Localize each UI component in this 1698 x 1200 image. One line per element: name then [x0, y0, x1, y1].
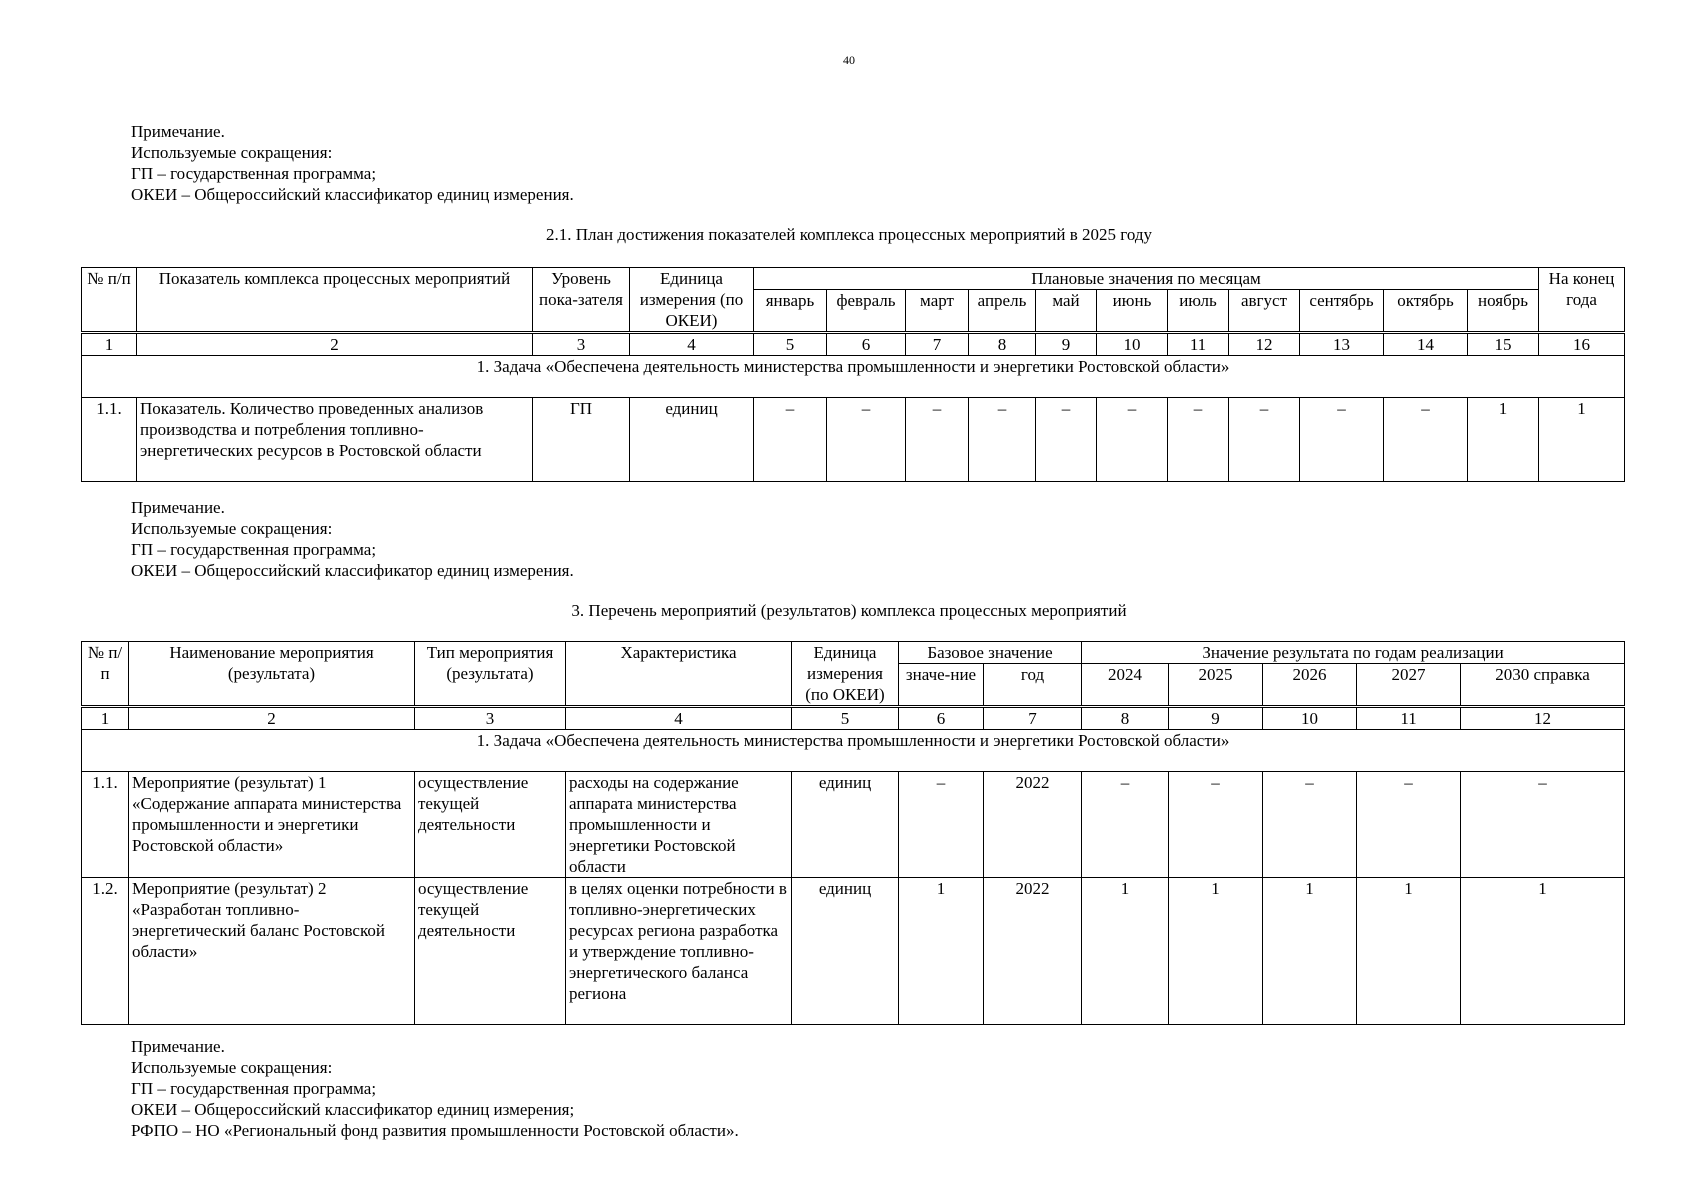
- year-value: 1: [1263, 878, 1357, 1025]
- column-number: 9: [1036, 333, 1097, 356]
- month-header: октябрь: [1384, 290, 1468, 333]
- row-number: 1.2.: [82, 878, 129, 1025]
- base-year: 2022: [984, 878, 1082, 1025]
- month-header: сентябрь: [1300, 290, 1384, 333]
- note-line: ОКЕИ – Общероссийский классификатор единиц измерения.: [131, 185, 574, 204]
- year-value: 1: [1169, 878, 1263, 1025]
- month-header: февраль: [827, 290, 906, 333]
- year-header: 2026: [1263, 664, 1357, 707]
- note-line: ОКЕИ – Общероссийский классификатор единиц измерения;: [131, 1100, 575, 1119]
- column-number: 15: [1468, 333, 1539, 356]
- year-header: 2027: [1357, 664, 1461, 707]
- month-header: июль: [1168, 290, 1229, 333]
- activity-characteristic: в целях оценки потребности в топливно-энергетических ресурсах региона разработка и утверждение топливно-энергетического баланса региона: [566, 878, 792, 1025]
- month-value: –: [1300, 398, 1384, 482]
- indicator-name: Показатель. Количество проведенных анализов производства и потребления топливно-энергетических ресурсов в Ростовской области: [137, 398, 533, 482]
- column-number: 5: [792, 707, 899, 730]
- column-number: 8: [969, 333, 1036, 356]
- month-header: апрель: [969, 290, 1036, 333]
- header-indicator: Показатель комплекса процессных мероприятий: [137, 268, 533, 333]
- header-years: Значение результата по годам реализации: [1082, 642, 1625, 664]
- row-number: 1.1.: [82, 772, 129, 878]
- year-header: 2030 справка: [1461, 664, 1625, 707]
- activity-characteristic: расходы на содержание аппарата министерства промышленности и энергетики Ростовской области: [566, 772, 792, 878]
- note-line: ОКЕИ – Общероссийский классификатор единиц измерения.: [131, 561, 574, 580]
- column-number: 8: [1082, 707, 1169, 730]
- column-number: 13: [1300, 333, 1384, 356]
- activity-name: Мероприятие (результат) 1 «Содержание аппарата министерства промышленности и энергетики Ростовской области»: [129, 772, 415, 878]
- year-end-value: 1: [1539, 398, 1625, 482]
- note-line: РФПО – НО «Региональный фонд развития промышленности Ростовской области».: [131, 1121, 739, 1140]
- note-block-3: [131, 1036, 739, 1141]
- page-number: 40: [843, 53, 855, 67]
- header-name: Наименование мероприятия (результата): [129, 642, 415, 707]
- header-unit: Единица измерения (по ОКЕИ): [792, 642, 899, 707]
- activity-unit: единиц: [792, 878, 899, 1025]
- column-number: 12: [1461, 707, 1625, 730]
- header-base-value: значе-ние: [899, 664, 984, 707]
- year-value: –: [1082, 772, 1169, 878]
- column-number: 4: [630, 333, 754, 356]
- header-characteristic: Характеристика: [566, 642, 792, 707]
- year-value: –: [1357, 772, 1461, 878]
- month-value: –: [906, 398, 969, 482]
- month-value: –: [827, 398, 906, 482]
- month-value: –: [754, 398, 827, 482]
- note-block-2: [131, 497, 574, 581]
- activities-table: [81, 641, 1625, 1025]
- header-type: Тип мероприятия (результата): [415, 642, 566, 707]
- column-number: 10: [1097, 333, 1168, 356]
- note-line: Примечание.: [131, 1037, 225, 1056]
- month-value: –: [969, 398, 1036, 482]
- column-number: 10: [1263, 707, 1357, 730]
- month-header: май: [1036, 290, 1097, 333]
- month-value: –: [1036, 398, 1097, 482]
- column-number: 4: [566, 707, 792, 730]
- column-number: 2: [129, 707, 415, 730]
- base-year: 2022: [984, 772, 1082, 878]
- note-line: ГП – государственная программа;: [131, 164, 377, 183]
- year-header: 2024: [1082, 664, 1169, 707]
- column-number: 6: [899, 707, 984, 730]
- column-number: 7: [906, 333, 969, 356]
- task-row: 1. Задача «Обеспечена деятельность министерства промышленности и энергетики Ростовской области»: [82, 356, 1625, 398]
- header-unit: Единица измерения (по ОКЕИ): [630, 268, 754, 333]
- section-heading-2-1: 2.1. План достижения показателей комплекса процессных мероприятий в 2025 году: [546, 225, 1152, 244]
- month-value: –: [1168, 398, 1229, 482]
- column-number: 14: [1384, 333, 1468, 356]
- column-number: 1: [82, 707, 129, 730]
- task-row: 1. Задача «Обеспечена деятельность министерства промышленности и энергетики Ростовской области»: [82, 730, 1625, 772]
- note-line: Примечание.: [131, 498, 225, 517]
- header-base: Базовое значение: [899, 642, 1082, 664]
- note-block-1: [131, 121, 574, 205]
- column-number: 7: [984, 707, 1082, 730]
- column-number: 12: [1229, 333, 1300, 356]
- header-plan-months: Плановые значения по месяцам: [754, 268, 1539, 290]
- month-header: январь: [754, 290, 827, 333]
- month-header: июнь: [1097, 290, 1168, 333]
- base-value: –: [899, 772, 984, 878]
- column-number: 11: [1357, 707, 1461, 730]
- indicator-unit: единиц: [630, 398, 754, 482]
- month-header: март: [906, 290, 969, 333]
- month-header: ноябрь: [1468, 290, 1539, 333]
- column-number: 5: [754, 333, 827, 356]
- section-heading-3: 3. Перечень мероприятий (результатов) комплекса процессных мероприятий: [571, 601, 1127, 620]
- year-value: 1: [1082, 878, 1169, 1025]
- note-line: Используемые сокращения:: [131, 143, 333, 162]
- month-value: –: [1097, 398, 1168, 482]
- activity-unit: единиц: [792, 772, 899, 878]
- note-line: Используемые сокращения:: [131, 519, 333, 538]
- month-value: –: [1229, 398, 1300, 482]
- header-base-year: год: [984, 664, 1082, 707]
- year-header: 2025: [1169, 664, 1263, 707]
- indicator-level: ГП: [533, 398, 630, 482]
- row-number: 1.1.: [82, 398, 137, 482]
- base-value: 1: [899, 878, 984, 1025]
- year-value: –: [1263, 772, 1357, 878]
- note-line: ГП – государственная программа;: [131, 1079, 377, 1098]
- note-line: Используемые сокращения:: [131, 1058, 333, 1077]
- activity-name: Мероприятие (результат) 2 «Разработан топливно-энергетический баланс Ростовской области»: [129, 878, 415, 1025]
- activity-type: осуществление текущей деятельности: [415, 878, 566, 1025]
- column-number: 11: [1168, 333, 1229, 356]
- header-level: Уровень пока-зателя: [533, 268, 630, 333]
- column-number: 9: [1169, 707, 1263, 730]
- note-line: Примечание.: [131, 122, 225, 141]
- header-num: № п/п: [82, 268, 137, 333]
- column-number: 16: [1539, 333, 1625, 356]
- column-number: 2: [137, 333, 533, 356]
- year-value: –: [1169, 772, 1263, 878]
- indicator-plan-table: [81, 267, 1625, 482]
- column-number: 3: [415, 707, 566, 730]
- column-number: 6: [827, 333, 906, 356]
- year-value: 1: [1461, 878, 1625, 1025]
- column-number: 3: [533, 333, 630, 356]
- year-value: 1: [1357, 878, 1461, 1025]
- note-line: ГП – государственная программа;: [131, 540, 377, 559]
- month-header: август: [1229, 290, 1300, 333]
- year-value: –: [1461, 772, 1625, 878]
- activity-type: осуществление текущей деятельности: [415, 772, 566, 878]
- column-number: 1: [82, 333, 137, 356]
- header-num: № п/п: [82, 642, 129, 707]
- month-value: 1: [1468, 398, 1539, 482]
- header-year-end: На конец года: [1539, 268, 1625, 333]
- month-value: –: [1384, 398, 1468, 482]
